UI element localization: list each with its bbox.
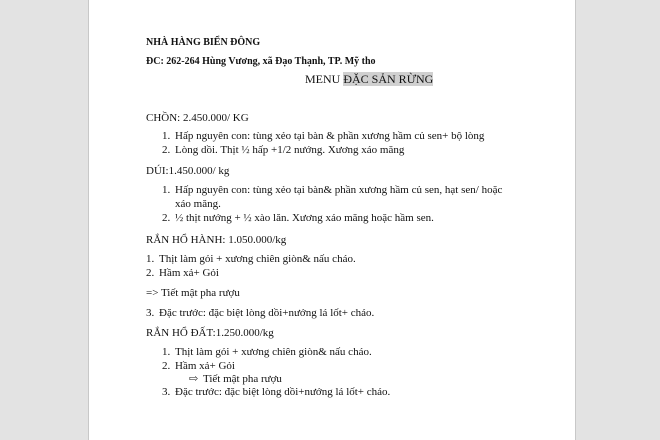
- list-item-continuation: xáo măng.: [175, 198, 221, 210]
- list-item: 1. Hấp nguyên con: tùng xẻo tại bàn& phần xương hầm củ sen, hạt sen/ hoặc: [162, 184, 503, 196]
- section-title: DÚI:1.450.000/ kg: [146, 165, 230, 177]
- menu-highlight: ĐẶC SẢN RỪNG: [343, 72, 434, 86]
- sub-note: ⇨ Tiết mật pha rượu: [189, 373, 282, 385]
- menu-title: [305, 73, 433, 86]
- note: => Tiết mật pha rượu: [146, 287, 240, 299]
- address: ĐC: 262-264 Hùng Vương, xã Đạo Thạnh, TP. Mỹ tho: [146, 56, 376, 67]
- list-item: 2. Hầm xả+ Gỏi: [162, 360, 235, 372]
- list-item: 3. Đặc trước: đặc biệt lòng dồi+nướng lá lốt+ cháo.: [162, 386, 391, 398]
- list-item: 1. Thịt làm gỏi + xương chiên giòn& nấu cháo.: [162, 346, 372, 358]
- list-item: 2. Lòng dồi. Thịt ½ hấp +1/2 nướng. Xương xáo măng: [162, 144, 405, 156]
- section-title: CHỒN: 2.450.000/ KG: [146, 112, 249, 124]
- list-item: 1. Hấp nguyên con: tùng xẻo tại bàn & phần xương hầm củ sen+ bộ lòng: [162, 130, 485, 142]
- list-item: 3. Đặc trước: đặc biệt lòng dồi+nướng lá lốt+ cháo.: [146, 307, 375, 319]
- section-title: RẮN HỔ ĐẤT:1.250.000/kg: [146, 327, 274, 339]
- arrow-right-icon: ⇨: [189, 373, 199, 385]
- list-item: 2. Hầm xả+ Gỏi: [146, 267, 219, 279]
- section-title: RẮN HỔ HÀNH: 1.050.000/kg: [146, 234, 287, 246]
- document-page: [88, 0, 576, 440]
- list-item: 1. Thịt làm gỏi + xương chiên giòn& nấu cháo.: [146, 253, 356, 265]
- list-item: 2. ½ thịt nướng + ½ xào lăn. Xương xáo măng hoặc hầm sen.: [162, 212, 434, 224]
- restaurant-name: NHÀ HÀNG BIỂN ĐÔNG: [146, 37, 261, 48]
- menu-prefix: MENU: [305, 72, 344, 86]
